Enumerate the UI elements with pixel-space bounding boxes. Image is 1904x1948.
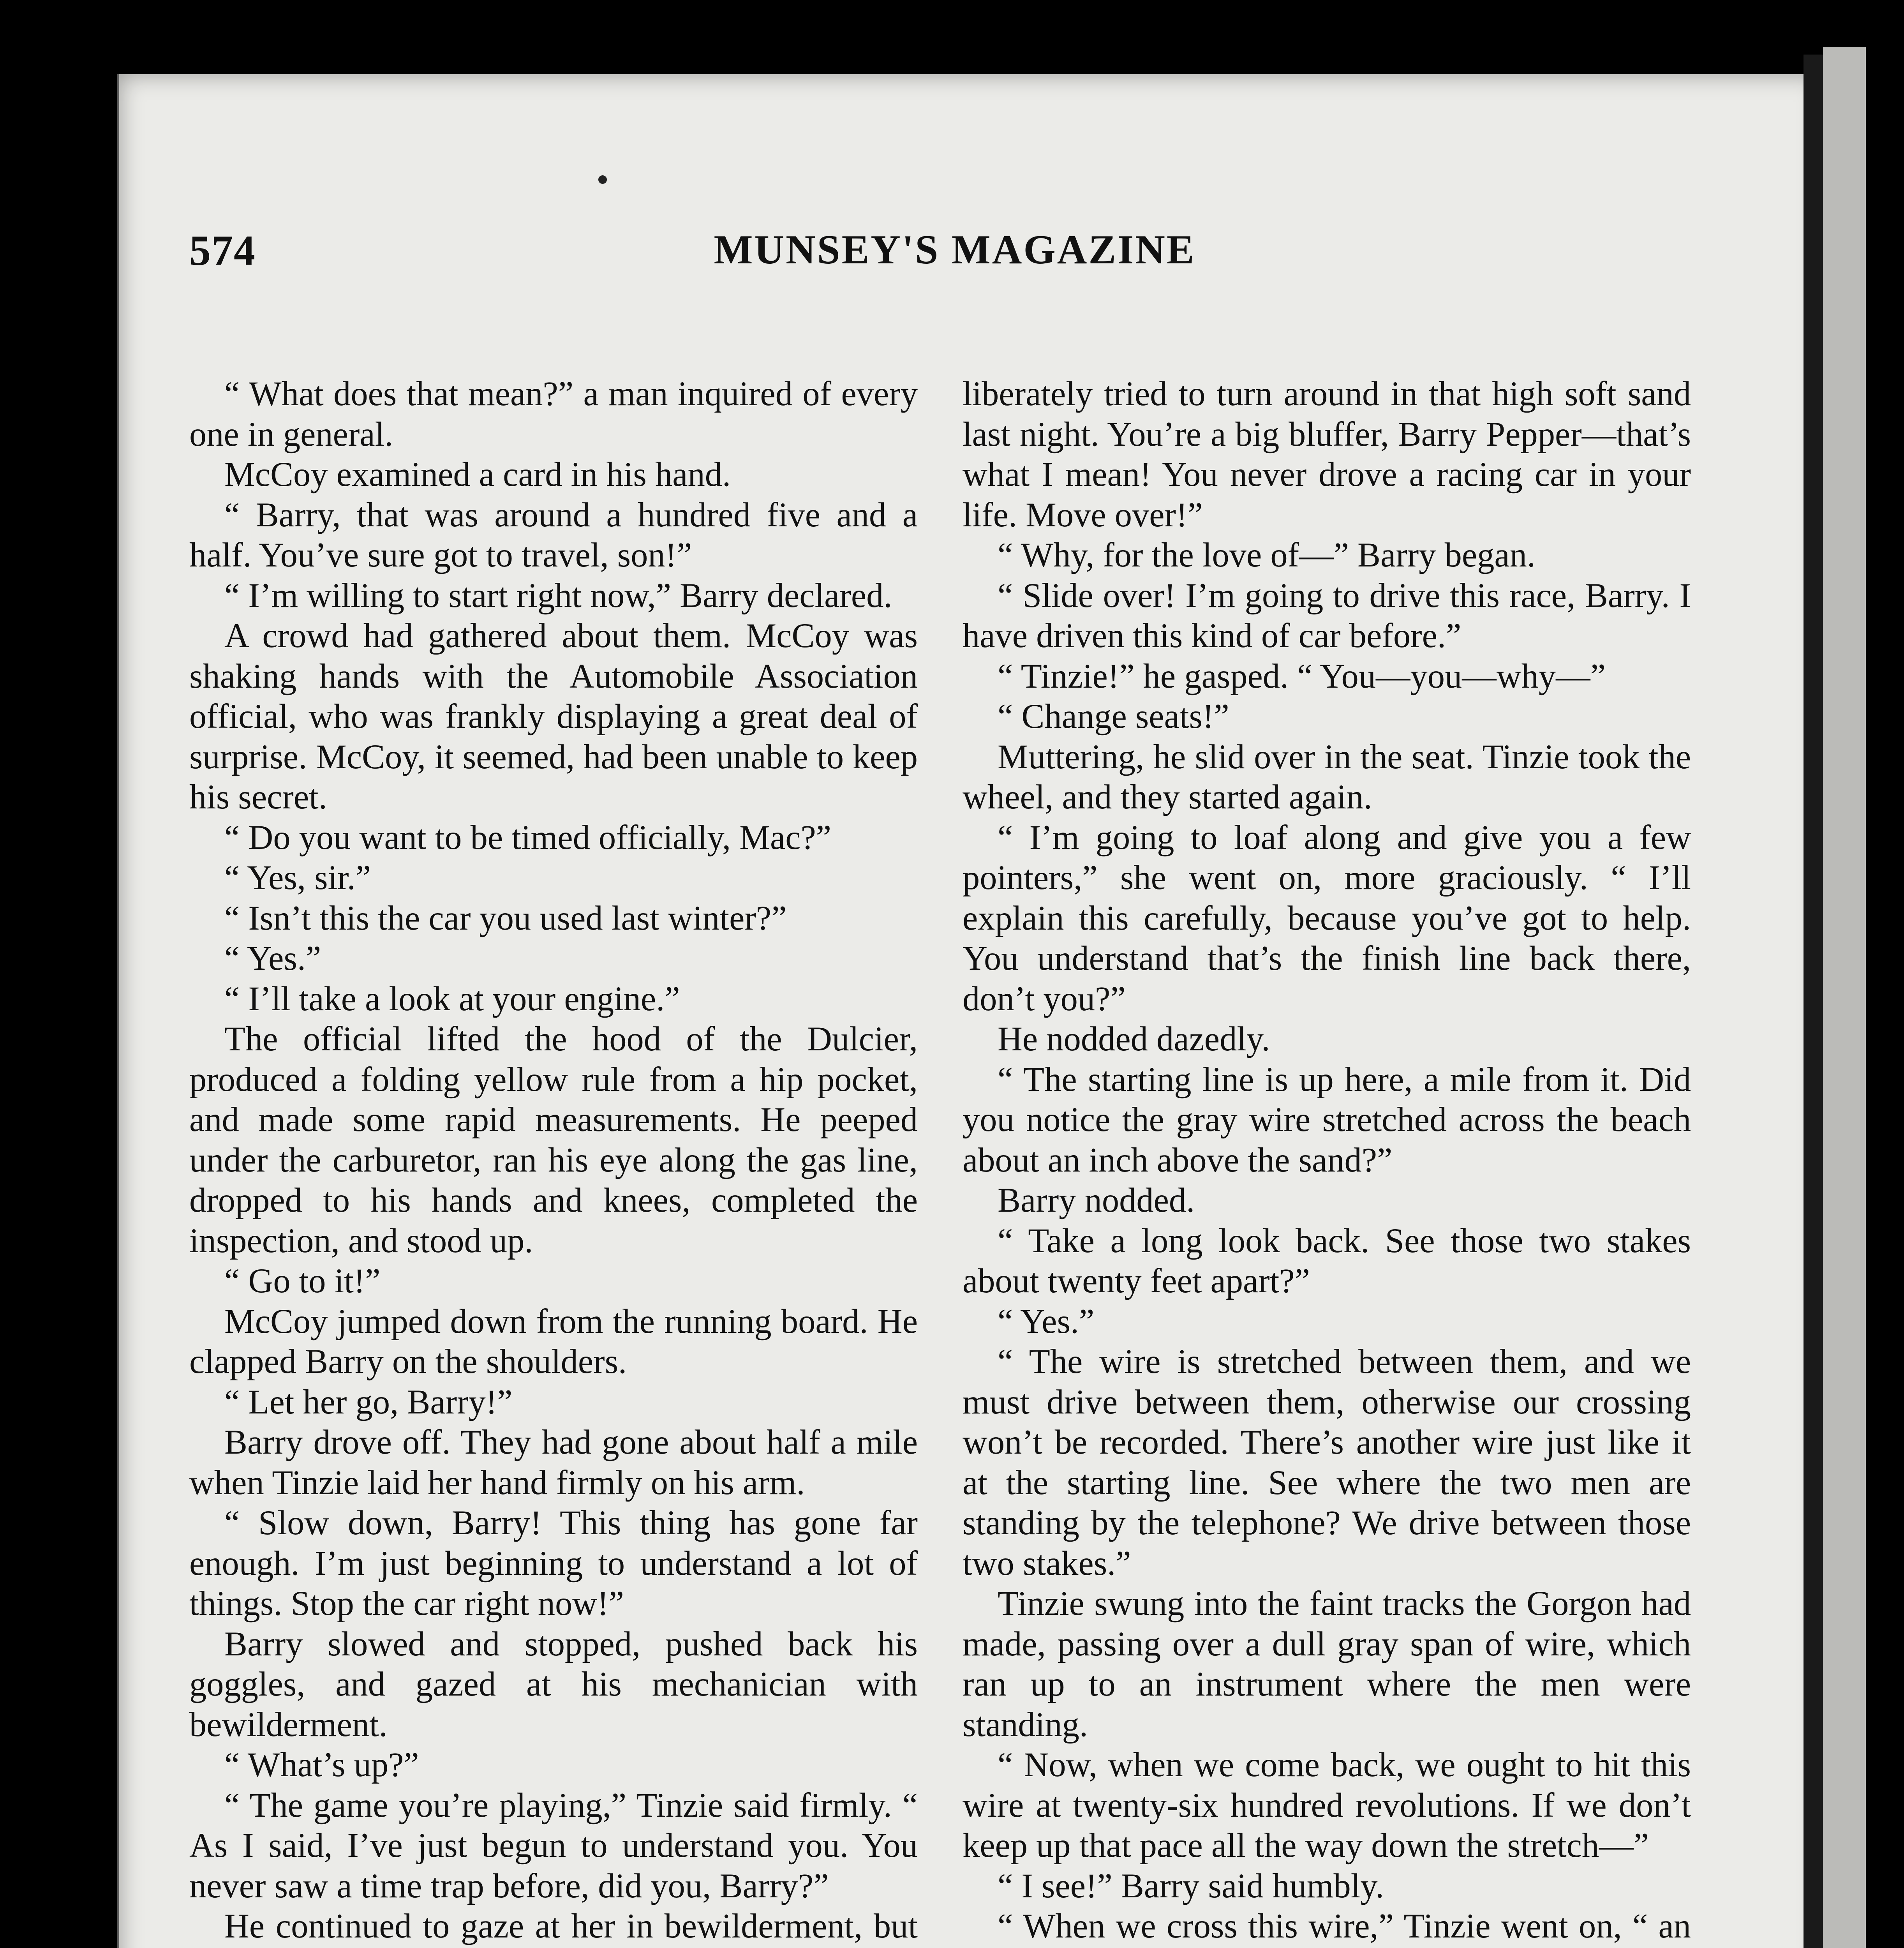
magazine-page [117, 74, 1821, 1948]
paragraph: McCoy jumped down from the running board. He clapped Barry on the shoulders. [189, 1302, 918, 1381]
paragraph: “ I’m willing to start right now,” Barry declared. [224, 576, 892, 615]
paragraph: “ Yes.” [224, 939, 321, 978]
paragraph: “ I see!” Barry said humbly. [998, 1867, 1384, 1905]
paragraph: “ I’m going to loaf along and give you a few pointers,” she went on, more graciously. “ I’ll explain this carefully, because you’ve got to help. You understand that’s the finish line back there, don’t you?” [963, 818, 1691, 1018]
paragraph: Barry drove off. They had gone about half a mile when Tinzie laid her hand firmly on his arm. [189, 1423, 918, 1502]
paragraph: “ The starting line is up here, a mile from it. Did you notice the gray wire stretched across the beach about an inch above the sand?” [963, 1060, 1691, 1179]
paragraph: McCoy examined a card in his hand. [224, 455, 731, 494]
paragraph: “ Now, when we come back, we ought to hit this wire at twenty-six hundred revolutions. If we don’t keep up that pace all the way down the stretch—” [963, 1746, 1691, 1865]
paragraph: “ Do you want to be timed officially, Mac?” [224, 818, 832, 857]
paragraph: Barry nodded. [998, 1181, 1195, 1219]
paragraph: “ When we cross this wire,” Tinzie went on, “ an [998, 1907, 1691, 1945]
ink-speck [598, 175, 607, 184]
paragraph: Tinzie swung into the faint tracks the Gorgon had made, passing over a dull gray span of wire, which ran up to an instrument where the men were standing. [963, 1585, 1691, 1744]
paragraph: “ I’ll take a look at your engine.” [224, 979, 680, 1018]
paragraph: “ Take a long look back. See those two stakes about twenty feet apart?” [963, 1221, 1691, 1300]
running-title: MUNSEY'S MAGAZINE [714, 227, 1196, 272]
paragraph: “ What does that mean?” a man inquired of every one in general. [189, 375, 918, 453]
paragraph: “ Yes, sir.” [224, 859, 371, 897]
paragraph: “ Isn’t this the car you used last winter?” [224, 899, 787, 937]
paragraph: Barry slowed and stopped, pushed back his goggles, and gazed at his mechanician with bewilderment. [189, 1625, 918, 1744]
paragraph: “ Yes.” [998, 1302, 1095, 1341]
paragraph: “ Let her go, Barry!” [224, 1383, 513, 1421]
paragraph: liberately tried to turn around in that high soft sand last night. You’re a big bluffer, Barry Pepper—that’s what I mean! You never drove a racing car in your life. Move over!” [963, 375, 1691, 534]
binding-shadow [1804, 55, 1823, 1948]
paragraph: “ Change seats!” [998, 697, 1229, 736]
page-header [189, 226, 1720, 304]
left-text-column [189, 374, 918, 1948]
paragraph: “ Barry, that was around a hundred five and a half. You’ve sure got to travel, son!” [189, 496, 918, 574]
paragraph: “ The wire is stretched between them, and we must drive between them, otherwise our crossing won’t be recorded. There’s another wire just like it at the starting line. See where the two men are standing by the telephone? We drive between those two stakes.” [963, 1343, 1691, 1583]
paragraph: He nodded dazedly. [998, 1020, 1270, 1058]
paragraph: “ Go to it!” [224, 1262, 381, 1300]
paragraph: He continued to gaze at her in bewilderment, but [224, 1907, 918, 1945]
paragraph: “ What’s up?” [224, 1746, 419, 1784]
paragraph: The official lifted the hood of the Dulcier, produced a folding yellow rule from a hip pocket, and made some rapid measurements. He peeped under the carburetor, ran his eye along the gas line, dropped to his hands and knees, completed the inspection, and stood up. [189, 1020, 918, 1260]
right-text-column [963, 374, 1691, 1948]
paragraph: “ Slide over! I’m going to drive this race, Barry. I have driven this kind of car before.” [963, 576, 1691, 655]
paragraph: “ Tinzie!” he gasped. “ You—you—why—” [998, 657, 1606, 695]
paragraph: Muttering, he slid over in the seat. Tinzie took the wheel, and they started again. [963, 738, 1691, 816]
paragraph: “ The game you’re playing,” Tinzie said firmly. “ As I said, I’ve just begun to understand you. You never saw a time trap before, did you, Barry?” [189, 1786, 918, 1905]
paragraph: “ Slow down, Barry! This thing has gone far enough. I’m just beginning to understand a lot of things. Stop the car right now!” [189, 1504, 918, 1623]
paragraph: “ Why, for the love of—” Barry began. [998, 536, 1536, 574]
paragraph: A crowd had gathered about them. McCoy was shaking hands with the Automobile Association official, who was frankly displaying a great deal of surprise. McCoy, it seemed, had been unable to keep his secret. [189, 617, 918, 816]
next-page-edge [1823, 47, 1866, 1948]
page-number: 574 [189, 227, 256, 274]
